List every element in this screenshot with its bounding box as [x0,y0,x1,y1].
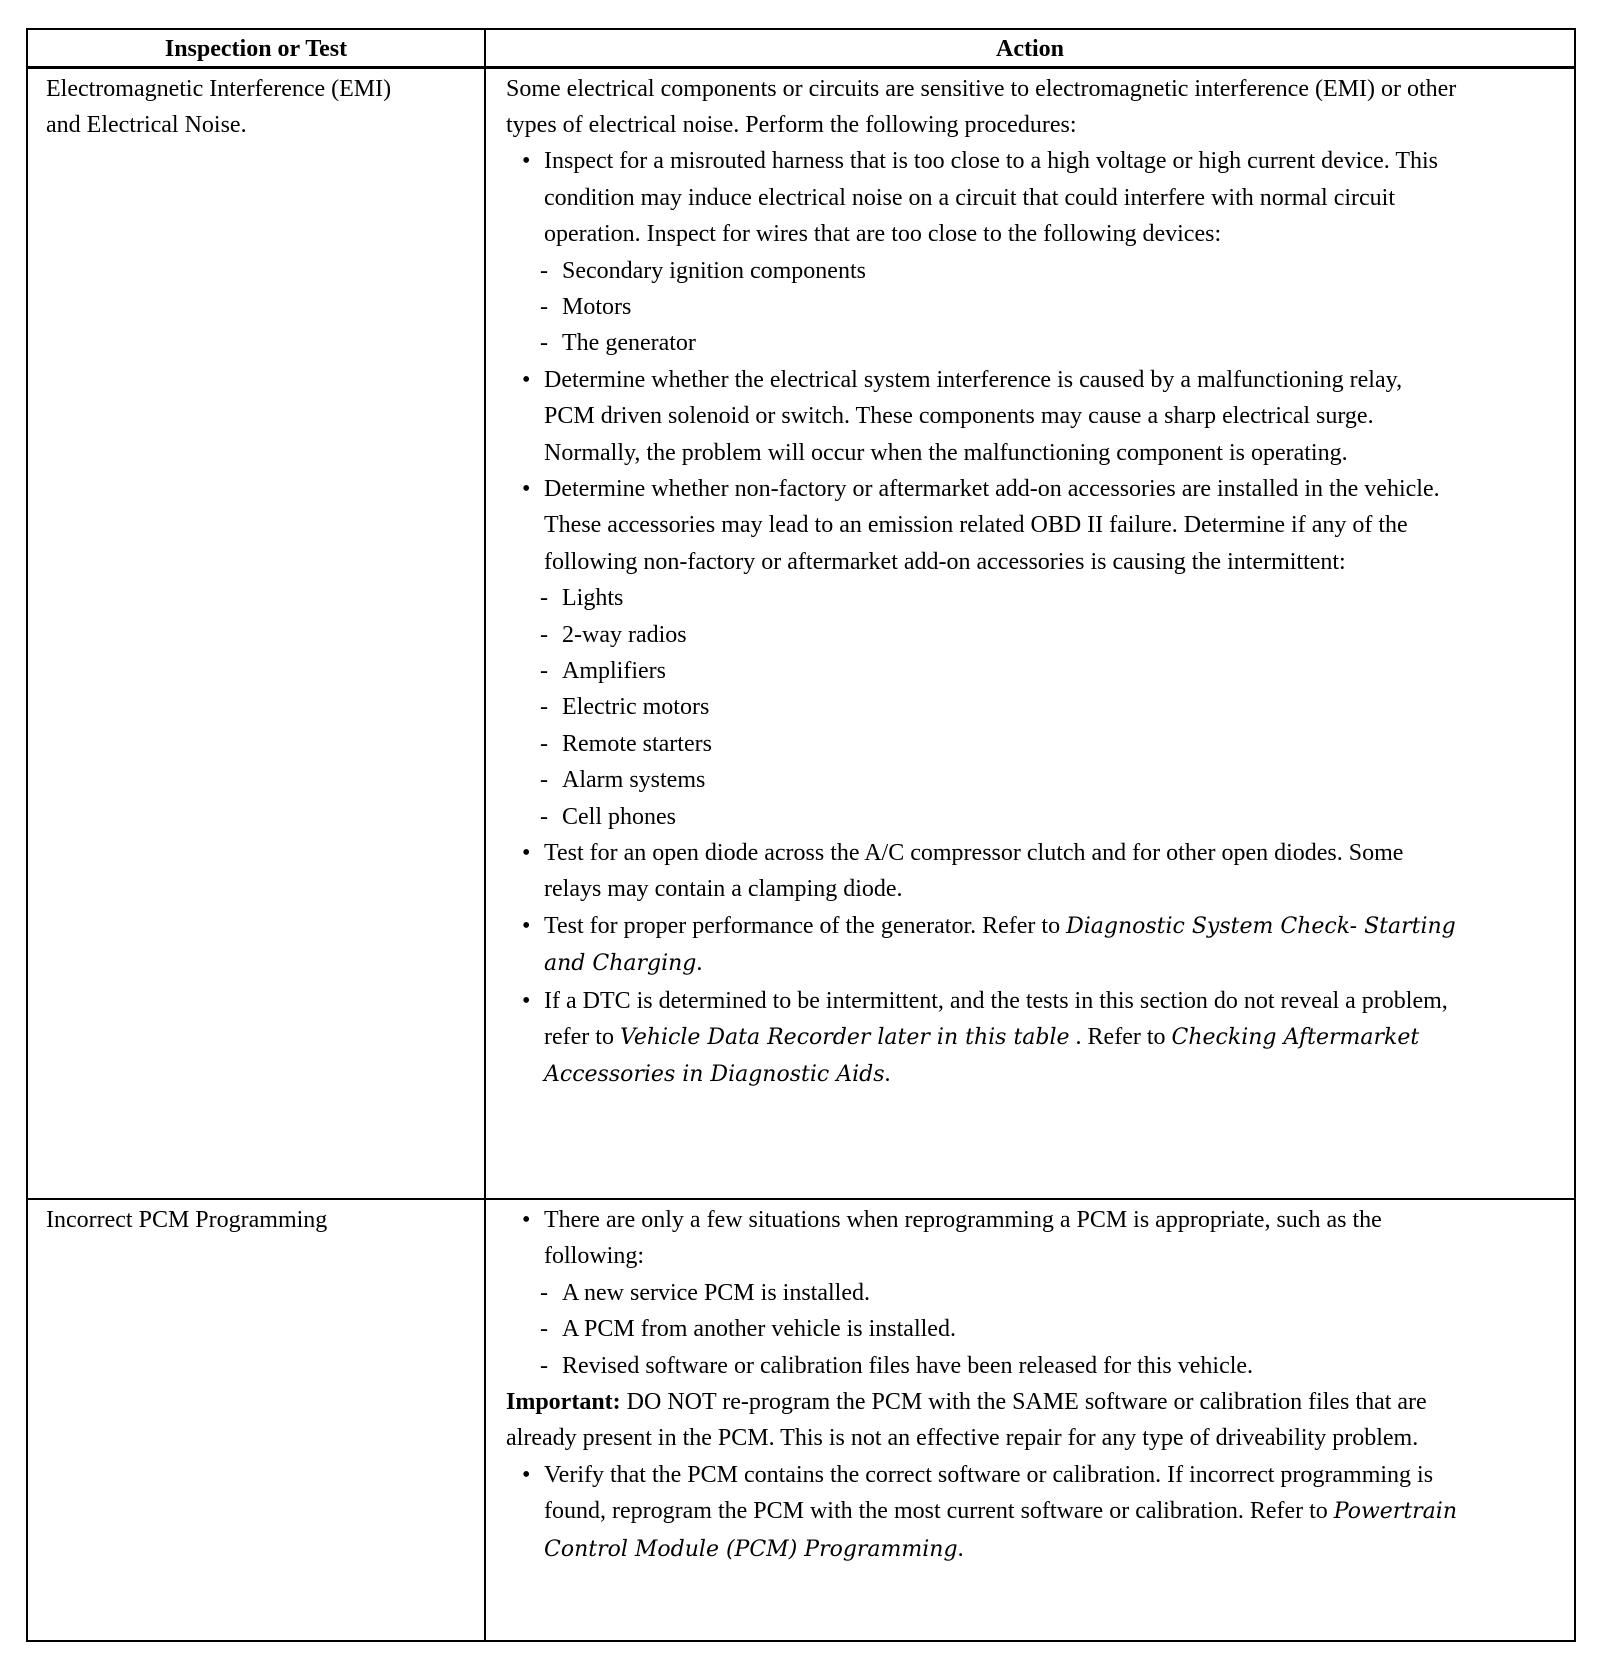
accessory-sublist [540,580,1457,835]
important-label: Important: [506,1389,621,1416]
dash-glyph: - [540,257,548,284]
procedure-text [540,1457,1457,1568]
bullet-glyph: • [522,987,531,1014]
sublist-item [540,689,1457,725]
sublist-item [540,1311,1457,1347]
dash-glyph: - [540,1316,548,1343]
inspection-table [26,28,1576,1642]
dash-glyph: - [540,803,548,830]
bullet-glyph: • [522,148,531,175]
procedure-text [540,983,1457,1094]
bullet-glyph: • [522,912,531,939]
device-sublist [540,253,1457,362]
dash-glyph: - [540,585,548,612]
procedure-item [522,1202,1457,1384]
sublist-item [540,799,1457,835]
procedure-text [540,835,1457,908]
procedure-text [540,143,1457,252]
procedure-list [506,143,1457,1094]
reference-link-vehicle-data-recorder[interactable]: Vehicle Data Recorder later in this table [619,1025,1070,1051]
sublist-text: Electric motors [562,694,710,721]
sublist-text: 2-way radios [562,621,687,648]
bullet-glyph: • [522,475,531,502]
dash-glyph: - [540,330,548,357]
dash-glyph: - [540,767,548,794]
procedure-sentence: . Refer to [1069,1024,1172,1051]
procedure-sentence: Verify that the PCM contains the correct software or calibration. If incorrect programming is found, reprogram the PCM with the most current software or calibration. Refer to [544,1461,1434,1525]
header-inspection-or-test: Inspection or Test [27,29,485,67]
reference-link-checking-aftermarket-accessories[interactable]: Checking Aftermarket Accessories in Diagnostic Aids [544,1025,1420,1088]
header-action: Action [485,29,1575,67]
header-row [27,29,1575,67]
dash-glyph: - [540,293,548,320]
procedure-sentence: If a DTC is determined to be intermittent, and the tests in this section do not reveal a problem, refer to [544,987,1448,1051]
bullet-glyph: • [522,366,531,393]
important-note [506,1384,1481,1457]
procedure-list [506,1457,1457,1568]
dash-glyph: - [540,1279,548,1306]
procedure-item [522,362,1457,471]
procedure-sentence: Determine whether the electrical system interference is caused by a malfunctioning relay, PCM driven solenoid or switch. These components may cause a sharp electrical surge. Normally, the problem will occur when the malfunctioning component is operating. [544,366,1403,466]
sublist-item [540,580,1457,616]
sublist-text: Cell phones [562,803,676,830]
important-text: DO NOT re-program the PCM with the SAME software or calibration files that are already present in the PCM. This is not an effective repair for any type of driveability problem. [506,1389,1427,1452]
sublist-text: Amplifiers [562,658,666,684]
action-cell-emi [485,67,1575,1199]
procedure-sentence: Determine whether non-factory or aftermarket add-on accessories are installed in the vehicle. These accessories may lead to an emission related OBD II failure. Determine if any of the following non-factory or aftermarket add-on accessories is causing the intermittent: [544,475,1440,575]
sublist-item [540,726,1457,762]
dash-glyph: - [540,694,548,721]
situation-sublist [540,1275,1457,1384]
sublist-item [540,617,1457,653]
sublist-item [540,289,1457,325]
sublist-item [540,762,1457,798]
procedure-text [540,1202,1457,1275]
procedure-item [522,835,1457,908]
dash-glyph: - [540,730,548,757]
sublist-text: A PCM from another vehicle is installed. [562,1316,956,1343]
procedure-sentence: Inspect for a misrouted harness that is too close to a high voltage or high current device. This condition may induce electrical noise on a circuit that could interfere with normal circuit operation. Inspect for wires that are too close to the following devices: [544,148,1438,248]
procedure-punctuation: . [696,950,703,977]
action-intro: Some electrical components or circuits are sensitive to electromagnetic interference (EMI) or other types of electrical noise. Perform the following procedures: [506,75,1457,138]
procedure-sentence: Test for an open diode across the A/C compressor clutch and for other open diodes. Some relays may contain a clamping diode. [544,840,1404,903]
sublist-item [540,1348,1457,1384]
dash-glyph: - [540,621,548,648]
inspection-label-line: Electromagnetic Interference (EMI) [46,75,392,102]
dash-glyph: - [540,1352,548,1379]
sublist-item [540,1275,1457,1311]
reference-link-pcm-programming[interactable]: Powertrain Control Module (PCM) Programming [544,1499,1457,1562]
action-cell-pcm [485,1199,1575,1641]
inspection-cell-emi [27,67,485,1199]
sublist-item [540,253,1457,289]
inspection-cell-pcm [27,1199,485,1641]
procedure-item [522,143,1457,361]
sublist-text: Remote starters [562,730,712,757]
procedure-text [540,362,1457,471]
bullet-glyph: • [522,840,531,867]
procedure-list [506,1202,1457,1384]
inspection-label-line: and Electrical Noise. [46,111,247,138]
procedure-punctuation: . [884,1061,891,1088]
procedure-item [522,983,1457,1094]
sublist-text: Motors [562,293,632,320]
bullet-glyph: • [522,1461,531,1488]
procedure-item [522,908,1457,983]
table-row-pcm-programming [27,1199,1575,1641]
procedure-sentence: Test for proper performance of the generator. Refer to [544,912,1067,939]
procedure-sentence: There are only a few situations when reprogramming a PCM is appropriate, such as the following: [544,1207,1382,1270]
sublist-text: The generator [562,330,696,357]
sublist-text: Secondary ignition components [562,257,866,284]
procedure-punctuation: . [957,1535,964,1562]
bullet-glyph: • [522,1207,531,1233]
procedure-text [540,471,1457,580]
sublist-item [540,325,1457,361]
table-row-emi [27,67,1575,1199]
sublist-text: Alarm systems [562,767,706,794]
reference-link-diagnostic-system-check[interactable]: Diagnostic System Check- Starting and Charging [544,913,1456,977]
dash-glyph: - [540,658,548,684]
procedure-text [540,908,1457,983]
sublist-item [540,653,1457,689]
inspection-label-line: Incorrect PCM Programming [46,1207,328,1233]
sublist-text: Lights [562,585,624,612]
sublist-text: A new service PCM is installed. [562,1279,870,1306]
procedure-item [522,471,1457,835]
sublist-text: Revised software or calibration files have been released for this vehicle. [562,1352,1254,1379]
procedure-item [522,1457,1457,1568]
